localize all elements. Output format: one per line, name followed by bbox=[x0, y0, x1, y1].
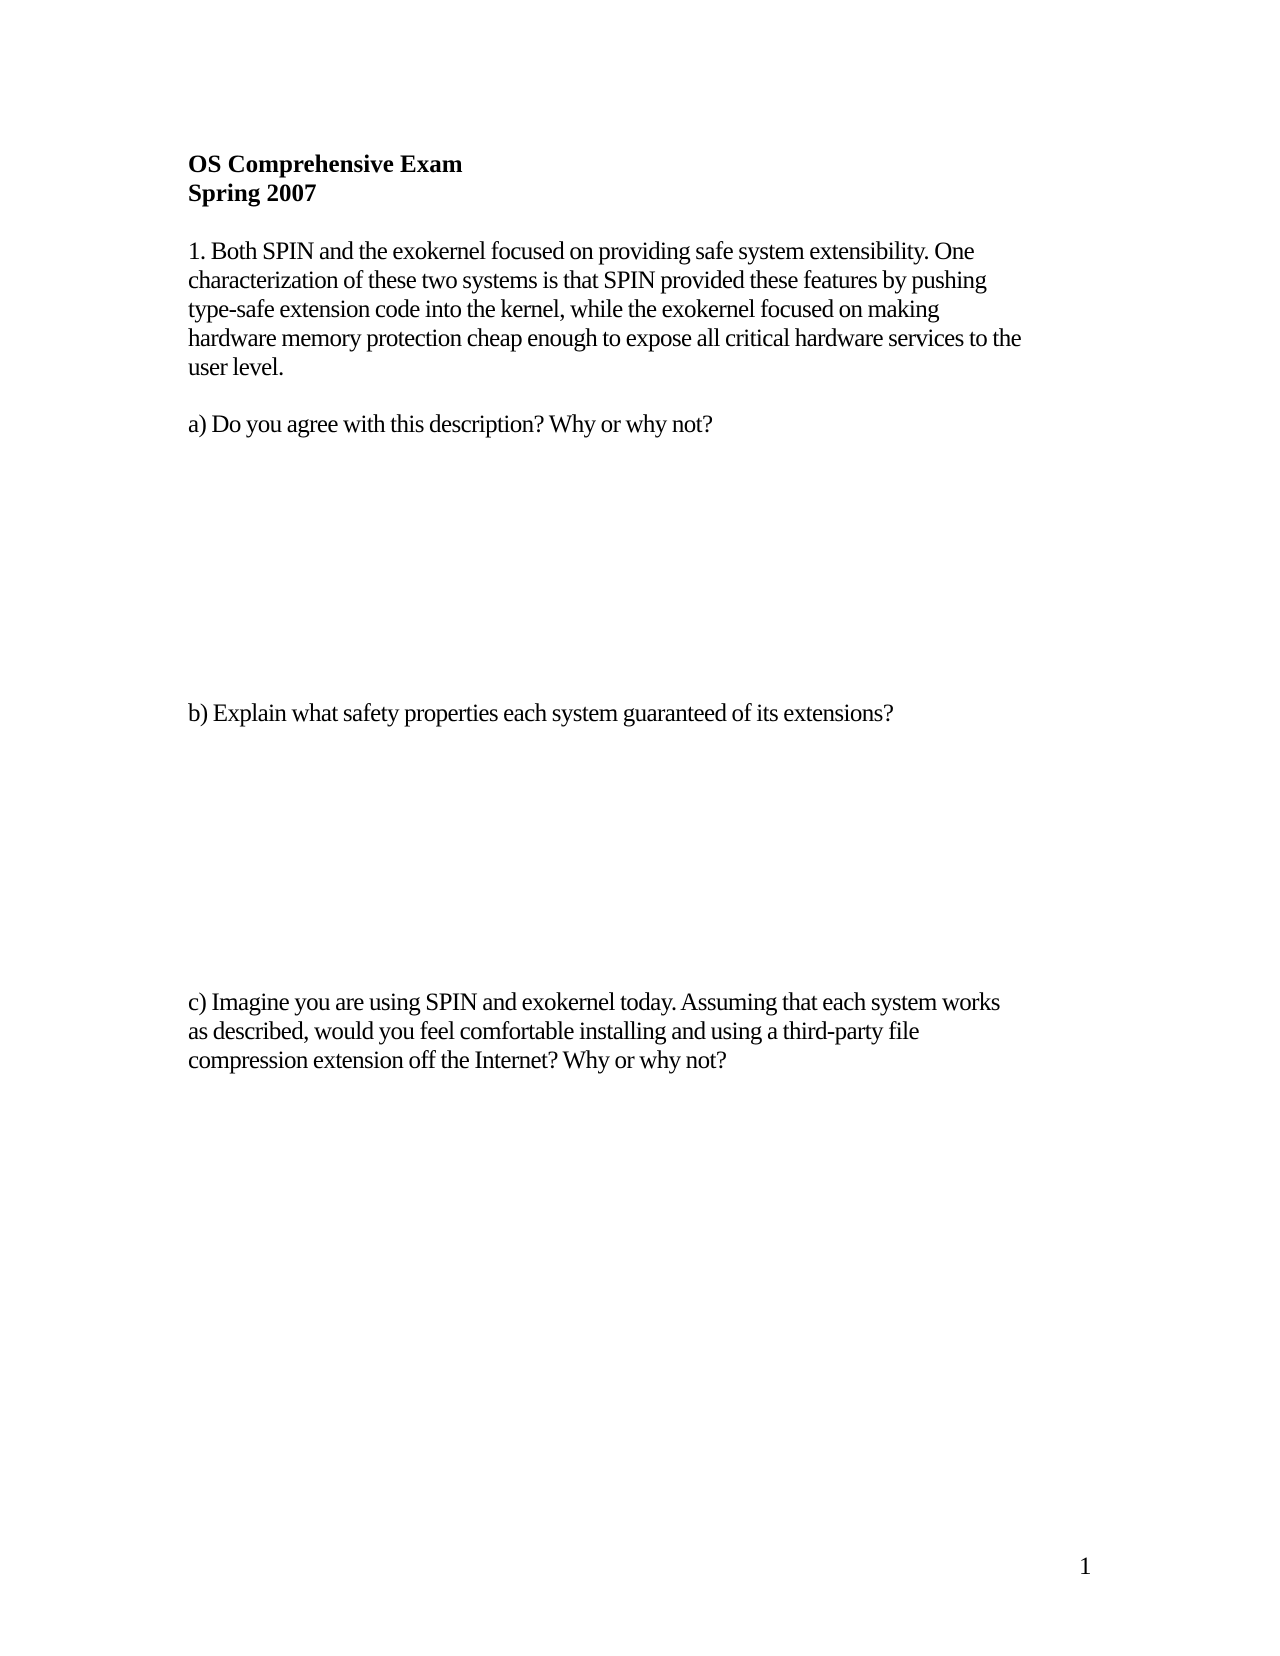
page-number: 1 bbox=[1079, 1553, 1092, 1580]
text-line: type-safe extension code into the kernel, while the exokernel focused on making bbox=[188, 296, 939, 323]
question-1-prompt bbox=[188, 237, 1088, 382]
question-1b bbox=[188, 699, 1088, 728]
text-line: a) Do you agree with this description? Why or why not? bbox=[188, 411, 713, 438]
question-1c bbox=[188, 988, 1088, 1075]
text-line: as described, would you feel comfortable installing and using a third-party file bbox=[188, 1018, 919, 1045]
text-line: b) Explain what safety properties each system guaranteed of its extensions? bbox=[188, 700, 894, 727]
text-line: user level. bbox=[188, 354, 284, 381]
question-1a bbox=[188, 410, 1088, 439]
text-line: hardware memory protection cheap enough to expose all critical hardware services to the bbox=[188, 325, 1022, 352]
text-line: compression extension off the Internet? Why or why not? bbox=[188, 1047, 727, 1074]
text-line: c) Imagine you are using SPIN and exokernel today. Assuming that each system works bbox=[188, 989, 1000, 1016]
exam-header bbox=[188, 150, 463, 208]
text-line: characterization of these two systems is that SPIN provided these features by pushing bbox=[188, 267, 987, 294]
exam-title: OS Comprehensive Exam bbox=[188, 151, 463, 178]
exam-term: Spring 2007 bbox=[188, 180, 317, 207]
text-line: 1. Both SPIN and the exokernel focused on providing safe system extensibility. One bbox=[188, 238, 975, 265]
